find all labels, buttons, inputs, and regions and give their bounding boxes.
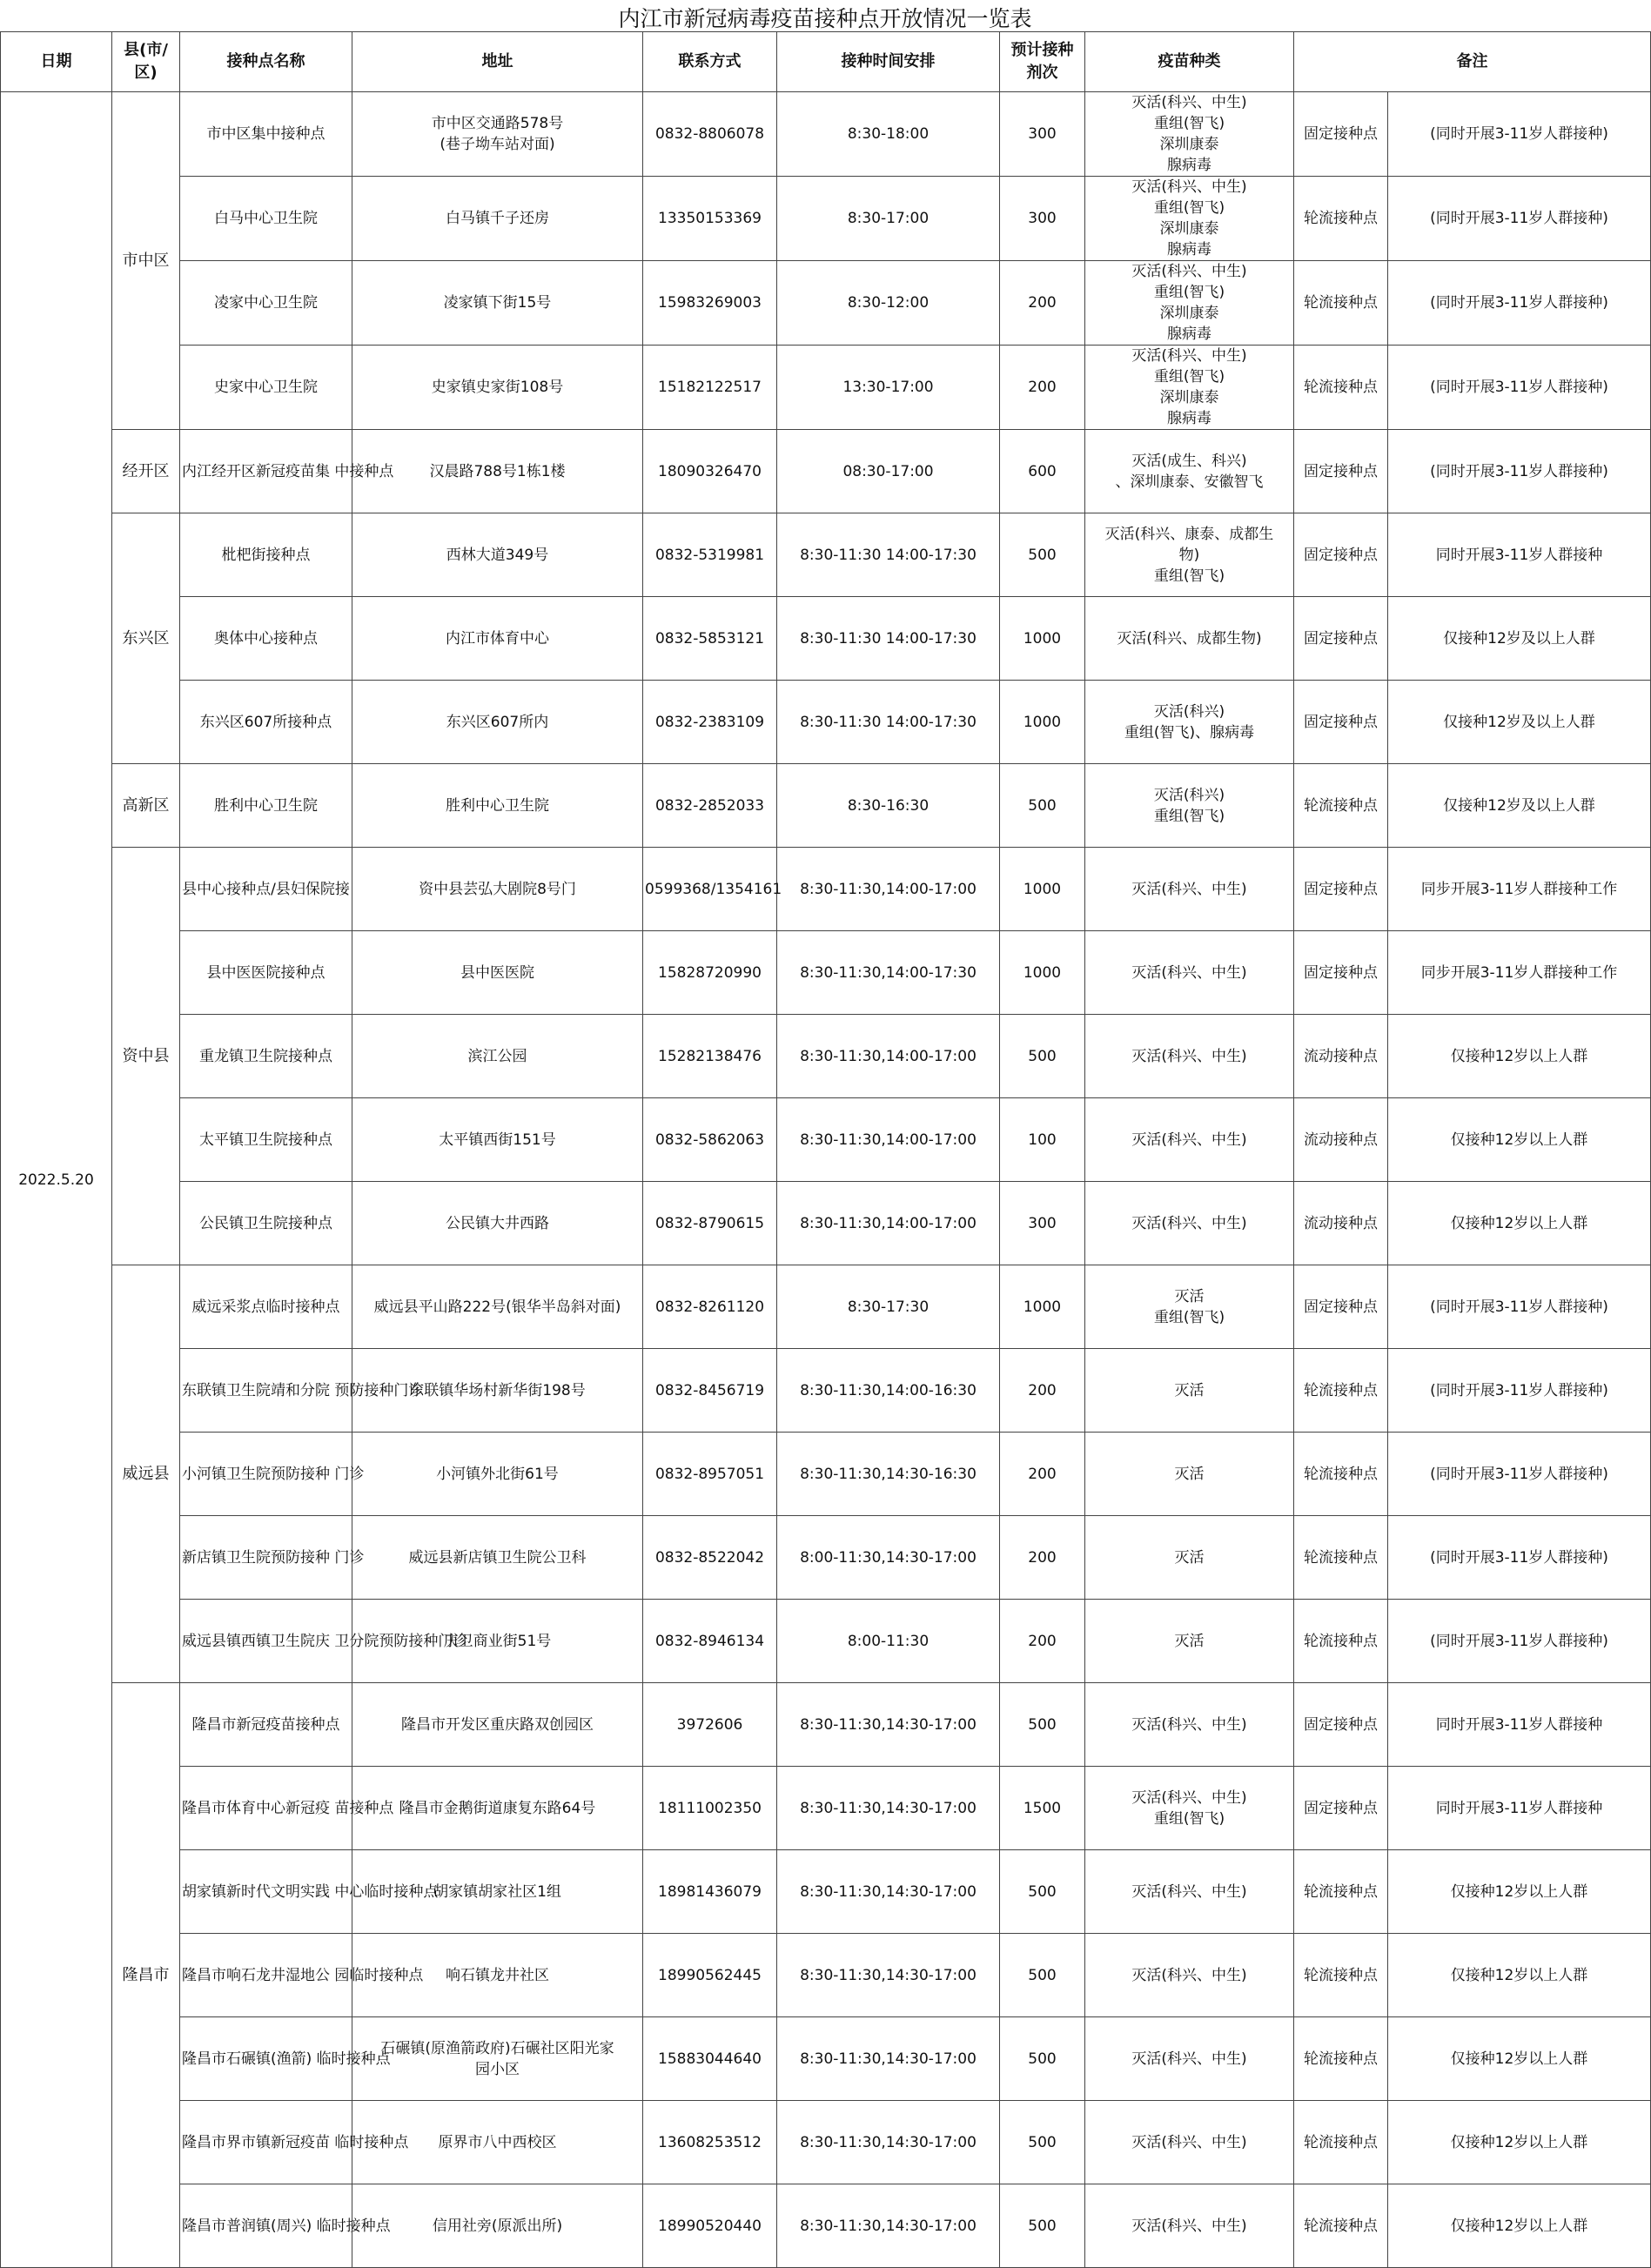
address-cell: 东联镇华场村新华街198号	[352, 1349, 643, 1433]
remark-cell: 仅接种12岁及以上人群	[1388, 597, 1651, 681]
address-cell: 滨江公园	[352, 1015, 643, 1098]
county-cell: 威远县	[112, 1265, 180, 1683]
doses-cell: 200	[1000, 1516, 1085, 1600]
remark-cell: 仅接种12岁以上人群	[1388, 2184, 1651, 2268]
remark-cell: 仅接种12岁及以上人群	[1388, 681, 1651, 764]
site-type-cell: 流动接种点	[1294, 1098, 1388, 1182]
site-type-cell: 固定接种点	[1294, 513, 1388, 597]
site-type-cell: 轮流接种点	[1294, 2017, 1388, 2101]
time-cell: 8:00-11:30	[777, 1600, 1000, 1683]
doses-cell: 200	[1000, 1600, 1085, 1683]
doses-cell: 300	[1000, 92, 1085, 177]
table-row	[1, 1850, 1651, 1934]
vaccine-type-cell: 灭活(科兴、中生)	[1085, 2101, 1294, 2184]
remark-cell: 同步开展3-11岁人群接种工作	[1388, 931, 1651, 1015]
phone-cell: 13608253512	[643, 2101, 777, 2184]
vaccine-type-cell: 灭活(科兴、中生)	[1085, 1850, 1294, 1934]
table-row	[1, 764, 1651, 848]
site-name-cell: 小河镇卫生院预防接种 门诊	[180, 1433, 352, 1516]
site-name-cell: 东兴区607所接种点	[180, 681, 352, 764]
time-cell: 8:30-18:00	[777, 92, 1000, 177]
remark-cell: (同时开展3-11岁人群接种)	[1388, 1265, 1651, 1349]
vaccine-type-cell: 灭活(科兴、中生) 重组(智飞)	[1085, 1767, 1294, 1850]
vaccine-type-cell: 灭活(科兴、中生)	[1085, 2184, 1294, 2268]
remark-cell: (同时开展3-11岁人群接种)	[1388, 346, 1651, 430]
address-cell: 县中医医院	[352, 931, 643, 1015]
phone-cell: 15828720990	[643, 931, 777, 1015]
vaccine-type-cell: 灭活(科兴、中生)	[1085, 1683, 1294, 1767]
site-type-cell: 轮流接种点	[1294, 1433, 1388, 1516]
remark-cell: 仅接种12岁以上人群	[1388, 1934, 1651, 2017]
site-name-cell: 胜利中心卫生院	[180, 764, 352, 848]
vaccine-type-cell: 灭活(科兴、中生) 重组(智飞) 深圳康泰 腺病毒	[1085, 261, 1294, 346]
doses-cell: 500	[1000, 2184, 1085, 2268]
site-name-cell: 县中医医院接种点	[180, 931, 352, 1015]
time-cell: 8:30-16:30	[777, 764, 1000, 848]
site-name-cell: 枇杷街接种点	[180, 513, 352, 597]
phone-cell: 0832-8806078	[643, 92, 777, 177]
table-row	[1, 931, 1651, 1015]
table-row	[1, 261, 1651, 346]
vaccine-type-cell: 灭活(科兴、中生)	[1085, 2017, 1294, 2101]
remark-cell: 仅接种12岁以上人群	[1388, 1850, 1651, 1934]
table-row	[1, 1015, 1651, 1098]
header-row	[1, 32, 1651, 92]
header-time: 接种时间安排	[777, 32, 1000, 92]
vaccine-type-cell: 灭活(科兴、中生)	[1085, 931, 1294, 1015]
remark-cell: 同步开展3-11岁人群接种工作	[1388, 848, 1651, 931]
doses-cell: 300	[1000, 1182, 1085, 1265]
time-cell: 8:30-11:30 14:00-17:30	[777, 597, 1000, 681]
doses-cell: 200	[1000, 261, 1085, 346]
phone-cell: 0832-5862063	[643, 1098, 777, 1182]
county-cell: 市中区	[112, 92, 180, 430]
phone-cell: 18090326470	[643, 430, 777, 513]
table-row	[1, 430, 1651, 513]
doses-cell: 500	[1000, 764, 1085, 848]
remark-cell: 仅接种12岁以上人群	[1388, 1182, 1651, 1265]
doses-cell: 1000	[1000, 597, 1085, 681]
doses-cell: 200	[1000, 1349, 1085, 1433]
table-row	[1, 1600, 1651, 1683]
site-type-cell: 轮流接种点	[1294, 1850, 1388, 1934]
address-cell: 史家镇史家街108号	[352, 346, 643, 430]
table-row	[1, 2101, 1651, 2184]
remark-cell: (同时开展3-11岁人群接种)	[1388, 261, 1651, 346]
site-name-cell: 县中心接种点/县妇保院接	[180, 848, 352, 931]
time-cell: 8:30-11:30,14:30-17:00	[777, 2101, 1000, 2184]
phone-cell: 15182122517	[643, 346, 777, 430]
site-name-cell: 白马中心卫生院	[180, 177, 352, 261]
header-contact: 联系方式	[643, 32, 777, 92]
site-type-cell: 流动接种点	[1294, 1015, 1388, 1098]
county-cell: 东兴区	[112, 513, 180, 764]
site-name-cell: 隆昌市石碾镇(渔箭) 临时接种点	[180, 2017, 352, 2101]
time-cell: 8:30-11:30,14:30-17:00	[777, 1683, 1000, 1767]
remark-cell: (同时开展3-11岁人群接种)	[1388, 92, 1651, 177]
header-vaccine-type: 疫苗种类	[1085, 32, 1294, 92]
remark-cell: (同时开展3-11岁人群接种)	[1388, 1349, 1651, 1433]
remark-cell: (同时开展3-11岁人群接种)	[1388, 1600, 1651, 1683]
site-type-cell: 轮流接种点	[1294, 2101, 1388, 2184]
site-type-cell: 轮流接种点	[1294, 764, 1388, 848]
vaccine-type-cell: 灭活(科兴、康泰、成都生 物) 重组(智飞)	[1085, 513, 1294, 597]
phone-cell: 0832-8261120	[643, 1265, 777, 1349]
phone-cell: 13350153369	[643, 177, 777, 261]
site-type-cell: 固定接种点	[1294, 597, 1388, 681]
doses-cell: 500	[1000, 2101, 1085, 2184]
vaccine-type-cell: 灭活(科兴、中生)	[1085, 848, 1294, 931]
doses-cell: 500	[1000, 1015, 1085, 1098]
doses-cell: 200	[1000, 346, 1085, 430]
phone-cell: 15282138476	[643, 1015, 777, 1098]
table-row	[1, 1098, 1651, 1182]
county-cell: 高新区	[112, 764, 180, 848]
table-body	[1, 92, 1651, 2268]
doses-cell: 500	[1000, 1934, 1085, 2017]
site-name-cell: 威远县镇西镇卫生院庆 卫分院预防接种门诊	[180, 1600, 352, 1683]
phone-cell: 0832-5853121	[643, 597, 777, 681]
time-cell: 08:30-17:00	[777, 430, 1000, 513]
phone-cell: 0832-8790615	[643, 1182, 777, 1265]
county-cell: 资中县	[112, 848, 180, 1265]
site-name-cell: 史家中心卫生院	[180, 346, 352, 430]
table-row	[1, 848, 1651, 931]
site-type-cell: 固定接种点	[1294, 1265, 1388, 1349]
header-date: 日期	[1, 32, 112, 92]
doses-cell: 1000	[1000, 848, 1085, 931]
remark-cell: 仅接种12岁以上人群	[1388, 1015, 1651, 1098]
phone-cell: 0832-2852033	[643, 764, 777, 848]
address-cell: 隆昌市金鹅街道康复东路64号	[352, 1767, 643, 1850]
site-type-cell: 轮流接种点	[1294, 1934, 1388, 2017]
site-name-cell: 胡家镇新时代文明实践 中心临时接种点	[180, 1850, 352, 1934]
site-name-cell: 公民镇卫生院接种点	[180, 1182, 352, 1265]
table-row	[1, 597, 1651, 681]
site-type-cell: 轮流接种点	[1294, 346, 1388, 430]
time-cell: 8:30-11:30 14:00-17:30	[777, 513, 1000, 597]
site-name-cell: 隆昌市体育中心新冠疫 苗接种点	[180, 1767, 352, 1850]
address-cell: 汉晨路788号1栋1楼	[352, 430, 643, 513]
date-cell: 2022.5.20	[1, 92, 112, 2268]
vaccination-sites-table	[0, 31, 1651, 2268]
remark-cell: 同时开展3-11岁人群接种	[1388, 513, 1651, 597]
vaccine-type-cell: 灭活(科兴) 重组(智飞)、腺病毒	[1085, 681, 1294, 764]
phone-cell: 0832-8522042	[643, 1516, 777, 1600]
phone-cell: 15883044640	[643, 2017, 777, 2101]
table-row	[1, 1265, 1651, 1349]
county-cell: 经开区	[112, 430, 180, 513]
header-address: 地址	[352, 32, 643, 92]
phone-cell: 0832-8957051	[643, 1433, 777, 1516]
time-cell: 8:30-11:30,14:00-17:00	[777, 848, 1000, 931]
time-cell: 8:30-11:30,14:00-17:30	[777, 931, 1000, 1015]
remark-cell: 同时开展3-11岁人群接种	[1388, 1767, 1651, 1850]
site-type-cell: 固定接种点	[1294, 430, 1388, 513]
time-cell: 8:30-12:00	[777, 261, 1000, 346]
header-site-name: 接种点名称	[180, 32, 352, 92]
time-cell: 8:30-11:30,14:30-17:00	[777, 1850, 1000, 1934]
phone-cell: 0832-8946134	[643, 1600, 777, 1683]
address-cell: 石碾镇(原渔箭政府)石碾社区阳光家 园小区	[352, 2017, 643, 2101]
site-name-cell: 新店镇卫生院预防接种 门诊	[180, 1516, 352, 1600]
table-row	[1, 2184, 1651, 2268]
time-cell: 8:30-11:30,14:00-17:00	[777, 1182, 1000, 1265]
doses-cell: 1000	[1000, 1265, 1085, 1349]
vaccine-type-cell: 灭活	[1085, 1349, 1294, 1433]
doses-cell: 200	[1000, 1433, 1085, 1516]
address-cell: 市中区交通路578号 (巷子坳车站对面)	[352, 92, 643, 177]
address-cell: 凌家镇下街15号	[352, 261, 643, 346]
phone-cell: 18990520440	[643, 2184, 777, 2268]
table-row	[1, 513, 1651, 597]
remark-cell: (同时开展3-11岁人群接种)	[1388, 177, 1651, 261]
phone-cell: 3972606	[643, 1683, 777, 1767]
table-row	[1, 2017, 1651, 2101]
doses-cell: 500	[1000, 2017, 1085, 2101]
site-name-cell: 内江经开区新冠疫苗集 中接种点	[180, 430, 352, 513]
header-remarks: 备注	[1294, 32, 1651, 92]
address-cell: 胡家镇胡家社区1组	[352, 1850, 643, 1934]
site-name-cell: 重龙镇卫生院接种点	[180, 1015, 352, 1098]
site-type-cell: 轮流接种点	[1294, 1600, 1388, 1683]
vaccine-type-cell: 灭活	[1085, 1600, 1294, 1683]
table-row	[1, 346, 1651, 430]
vaccine-type-cell: 灭活(科兴、中生)	[1085, 1015, 1294, 1098]
phone-cell: 0832-5319981	[643, 513, 777, 597]
phone-cell: 18111002350	[643, 1767, 777, 1850]
time-cell: 8:30-11:30 14:00-17:30	[777, 681, 1000, 764]
table-row	[1, 1767, 1651, 1850]
table-row	[1, 1683, 1651, 1767]
time-cell: 8:30-17:00	[777, 177, 1000, 261]
table-row	[1, 1934, 1651, 2017]
address-cell: 内江市体育中心	[352, 597, 643, 681]
address-cell: 公民镇大井西路	[352, 1182, 643, 1265]
site-name-cell: 隆昌市普润镇(周兴) 临时接种点	[180, 2184, 352, 2268]
remark-cell: 仅接种12岁以上人群	[1388, 2101, 1651, 2184]
site-type-cell: 轮流接种点	[1294, 177, 1388, 261]
address-cell: 原界市八中西校区	[352, 2101, 643, 2184]
remark-cell: 仅接种12岁以上人群	[1388, 1098, 1651, 1182]
time-cell: 8:30-11:30,14:30-17:00	[777, 2017, 1000, 2101]
table-row	[1, 92, 1651, 177]
remark-cell: (同时开展3-11岁人群接种)	[1388, 1433, 1651, 1516]
remark-cell: 仅接种12岁以上人群	[1388, 2017, 1651, 2101]
vaccine-type-cell: 灭活(科兴、中生)	[1085, 1098, 1294, 1182]
site-type-cell: 固定接种点	[1294, 931, 1388, 1015]
table-title: 内江市新冠病毒疫苗接种点开放情况一览表	[0, 0, 1650, 32]
site-type-cell: 固定接种点	[1294, 1683, 1388, 1767]
doses-cell: 500	[1000, 513, 1085, 597]
doses-cell: 500	[1000, 1683, 1085, 1767]
address-cell: 隆昌市开发区重庆路双创园区	[352, 1683, 643, 1767]
time-cell: 13:30-17:00	[777, 346, 1000, 430]
site-type-cell: 轮流接种点	[1294, 2184, 1388, 2268]
table-row	[1, 1433, 1651, 1516]
phone-cell: 0599368/1354161	[643, 848, 777, 931]
time-cell: 8:30-11:30,14:30-16:30	[777, 1433, 1000, 1516]
address-cell: 白马镇千子还房	[352, 177, 643, 261]
vaccine-type-cell: 灭活(科兴、中生)	[1085, 1182, 1294, 1265]
site-name-cell: 凌家中心卫生院	[180, 261, 352, 346]
site-type-cell: 固定接种点	[1294, 92, 1388, 177]
doses-cell: 1000	[1000, 681, 1085, 764]
site-name-cell: 隆昌市界市镇新冠疫苗 临时接种点	[180, 2101, 352, 2184]
site-name-cell: 太平镇卫生院接种点	[180, 1098, 352, 1182]
phone-cell: 0832-8456719	[643, 1349, 777, 1433]
vaccine-type-cell: 灭活 重组(智飞)	[1085, 1265, 1294, 1349]
vaccine-type-cell: 灭活(科兴、中生) 重组(智飞) 深圳康泰 腺病毒	[1085, 92, 1294, 177]
doses-cell: 1500	[1000, 1767, 1085, 1850]
phone-cell: 0832-2383109	[643, 681, 777, 764]
time-cell: 8:30-11:30,14:00-17:00	[777, 1098, 1000, 1182]
site-name-cell: 威远采浆点临时接种点	[180, 1265, 352, 1349]
remark-cell: (同时开展3-11岁人群接种)	[1388, 430, 1651, 513]
site-name-cell: 隆昌市新冠疫苗接种点	[180, 1683, 352, 1767]
time-cell: 8:30-11:30,14:00-17:00	[777, 1015, 1000, 1098]
site-type-cell: 固定接种点	[1294, 681, 1388, 764]
site-type-cell: 轮流接种点	[1294, 1349, 1388, 1433]
vaccine-type-cell: 灭活(科兴、中生) 重组(智飞) 深圳康泰 腺病毒	[1085, 346, 1294, 430]
remark-cell: 仅接种12岁及以上人群	[1388, 764, 1651, 848]
table-row	[1, 1516, 1651, 1600]
time-cell: 8:30-17:30	[777, 1265, 1000, 1349]
address-cell: 信用社旁(原派出所)	[352, 2184, 643, 2268]
address-cell: 响石镇龙井社区	[352, 1934, 643, 2017]
remark-cell: 同时开展3-11岁人群接种	[1388, 1683, 1651, 1767]
site-type-cell: 轮流接种点	[1294, 261, 1388, 346]
phone-cell: 15983269003	[643, 261, 777, 346]
time-cell: 8:30-11:30,14:30-17:00	[777, 1934, 1000, 2017]
county-cell: 隆昌市	[112, 1683, 180, 2268]
header-county: 县(市/ 区)	[112, 32, 180, 92]
site-name-cell: 隆昌市响石龙井湿地公 园临时接种点	[180, 1934, 352, 2017]
address-cell: 庆卫商业街51号	[352, 1600, 643, 1683]
address-cell: 威远县平山路222号(银华半岛斜对面)	[352, 1265, 643, 1349]
doses-cell: 1000	[1000, 931, 1085, 1015]
vaccine-type-cell: 灭活(科兴、中生) 重组(智飞) 深圳康泰 腺病毒	[1085, 177, 1294, 261]
site-type-cell: 固定接种点	[1294, 1767, 1388, 1850]
site-name-cell: 东联镇卫生院靖和分院 预防接种门诊	[180, 1349, 352, 1433]
time-cell: 8:00-11:30,14:30-17:00	[777, 1516, 1000, 1600]
doses-cell: 500	[1000, 1850, 1085, 1934]
vaccine-type-cell: 灭活	[1085, 1433, 1294, 1516]
header-doses: 预计接种 剂次	[1000, 32, 1085, 92]
vaccine-type-cell: 灭活(科兴) 重组(智飞)	[1085, 764, 1294, 848]
remark-cell: (同时开展3-11岁人群接种)	[1388, 1516, 1651, 1600]
site-name-cell: 市中区集中接种点	[180, 92, 352, 177]
address-cell: 小河镇外北街61号	[352, 1433, 643, 1516]
address-cell: 太平镇西街151号	[352, 1098, 643, 1182]
address-cell: 资中县芸弘大剧院8号门	[352, 848, 643, 931]
address-cell: 东兴区607所内	[352, 681, 643, 764]
table-row	[1, 1349, 1651, 1433]
table-row	[1, 1182, 1651, 1265]
table-row	[1, 177, 1651, 261]
site-type-cell: 流动接种点	[1294, 1182, 1388, 1265]
time-cell: 8:30-11:30,14:00-16:30	[777, 1349, 1000, 1433]
phone-cell: 18981436079	[643, 1850, 777, 1934]
time-cell: 8:30-11:30,14:30-17:00	[777, 2184, 1000, 2268]
site-type-cell: 轮流接种点	[1294, 1516, 1388, 1600]
doses-cell: 600	[1000, 430, 1085, 513]
address-cell: 西林大道349号	[352, 513, 643, 597]
vaccine-type-cell: 灭活(科兴、成都生物)	[1085, 597, 1294, 681]
site-type-cell: 固定接种点	[1294, 848, 1388, 931]
doses-cell: 300	[1000, 177, 1085, 261]
table-row	[1, 681, 1651, 764]
phone-cell: 18990562445	[643, 1934, 777, 2017]
doses-cell: 100	[1000, 1098, 1085, 1182]
site-name-cell: 奥体中心接种点	[180, 597, 352, 681]
vaccine-type-cell: 灭活	[1085, 1516, 1294, 1600]
vaccine-type-cell: 灭活(成生、科兴) 、深圳康泰、安徽智飞	[1085, 430, 1294, 513]
time-cell: 8:30-11:30,14:30-17:00	[777, 1767, 1000, 1850]
address-cell: 胜利中心卫生院	[352, 764, 643, 848]
address-cell: 威远县新店镇卫生院公卫科	[352, 1516, 643, 1600]
vaccine-type-cell: 灭活(科兴、中生)	[1085, 1934, 1294, 2017]
